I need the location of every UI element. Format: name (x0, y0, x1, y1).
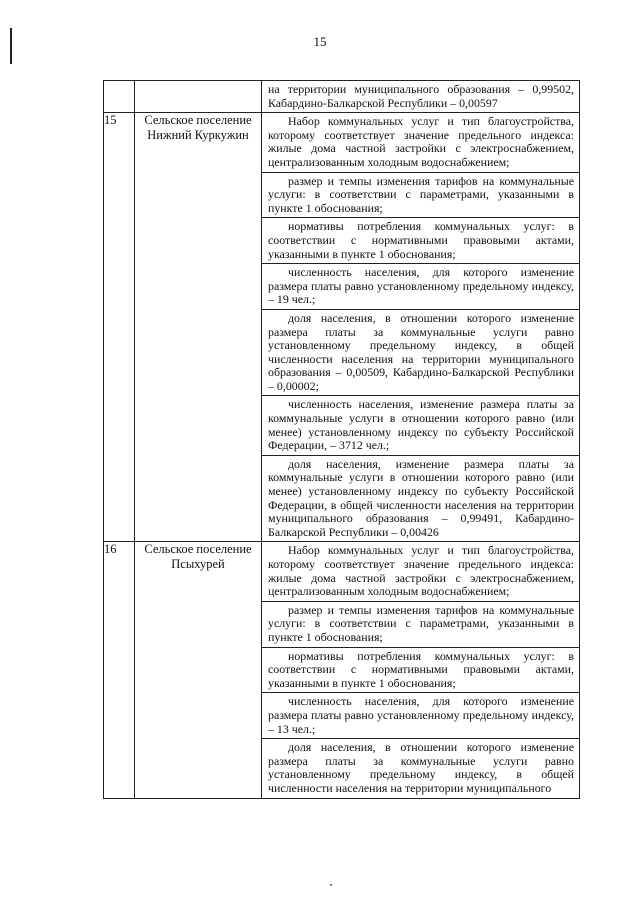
row-number (104, 81, 135, 113)
row-number: 16 (104, 542, 135, 798)
index-description (262, 81, 580, 113)
description-paragraph: нормативы потребления коммунальных услуг: в соответствии с нормативными правовыми актами, указанными в пункте 1 обоснования; (262, 217, 579, 263)
description-paragraph: Набор коммунальных услуг и тип благоустройства, которому соответствует значение предельного индекса: жилые дома частной застройки с электроснабжением, централизованным холодным водоснабжением; (268, 543, 574, 599)
scan-dot (330, 884, 332, 886)
description-paragraph: численность населения, изменение размера платы за коммунальные услуги в отношении которого равно (или менее) установленному индексу по субъекту Российской Федерации, – 3712 чел.; (262, 395, 579, 454)
description-paragraph: доля населения, в отношении которого изменение размера платы за коммунальные услуги равно установленному предельному индексу, в общей численности населения на территории муниципального (262, 738, 579, 797)
table-row (104, 81, 580, 113)
description-paragraph: размер и темпы изменения тарифов на коммунальные услуги: в соответствии с параметрами, указанными в пункте 1 обоснования; (262, 601, 579, 647)
settlement-name: Сельское поселение Псыхурей (135, 542, 262, 798)
description-paragraph: на территории муниципального образования – 0,99502, Кабардино-Балкарской Республики – 0,00597 (268, 82, 574, 110)
table-body (104, 81, 580, 799)
municipal-index-table (103, 80, 580, 799)
settlement-name: Сельское поселение Нижний Куркужин (135, 113, 262, 542)
description-paragraph: доля населения, в отношении которого изменение размера платы за коммунальные услуги равно установленному предельному индексу, в общей численности населения на территории муниципального образования – 0,00509, Кабардино-Балкарской Республики – 0,00002; (262, 309, 579, 396)
page-number: 15 (313, 34, 327, 49)
description-paragraph: численность населения, для которого изменение размера платы равно установленному предельному индексу, – 19 чел.; (262, 263, 579, 309)
description-paragraph: нормативы потребления коммунальных услуг: в соответствии с нормативными правовыми актами, указанными в пункте 1 обоснования; (262, 647, 579, 693)
settlement-name (135, 81, 262, 113)
description-paragraph: доля населения, изменение размера платы за коммунальные услуги в отношении которого равно (или менее) установленному индексу по субъекту Российской Федерации, в общей численности населения на территории муниципального образования – 0,99491, Кабардино-Балкарской Республики – 0,00426 (262, 455, 579, 542)
description-paragraph: размер и темпы изменения тарифов на коммунальные услуги: в соответствии с параметрами, указанными в пункте 1 обоснования; (262, 172, 579, 218)
table-row (104, 542, 580, 798)
index-description (262, 542, 580, 798)
row-number: 15 (104, 113, 135, 542)
description-paragraph: численность населения, для которого изменение размера платы равно установленному предельному индексу, – 13 чел.; (262, 692, 579, 738)
table-row (104, 113, 580, 542)
description-paragraph: Набор коммунальных услуг и тип благоустройства, которому соответствует значение предельного индекса: жилые дома частной застройки с электроснабжением, централизованным холодным водоснабжением; (268, 114, 574, 169)
index-description (262, 113, 580, 542)
